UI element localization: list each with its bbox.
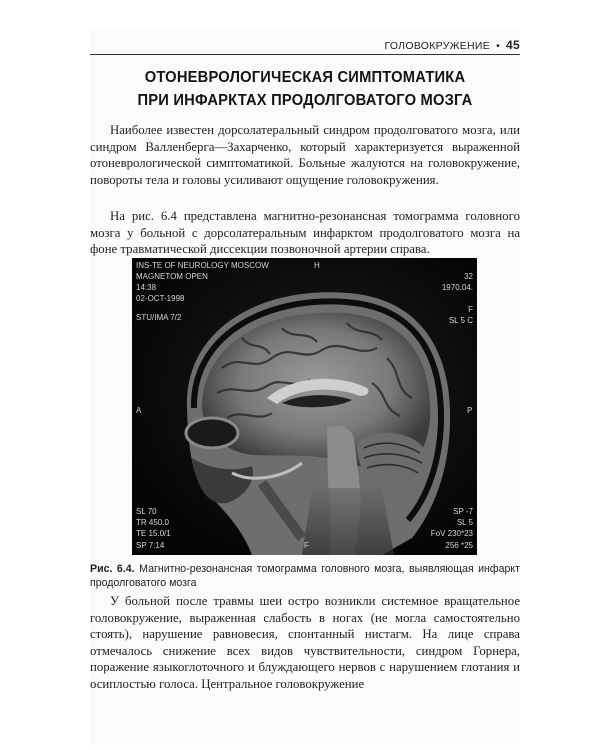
overlay-bl-1: SL 70: [136, 507, 157, 516]
paragraph-3: У больной после травмы шеи остро возникли системное вращательное головокружение, выраженная слабость в ногах (не могла самостоятельно стоять), нарушение равновесия, спонтанный нистагм. На лице справа отмечалось снижение всех видов чувствительности, синдром Горнера, поражение языкоглоточного и блуждающего нервов с нарушением глотания и осиплостью голоса. Центральное головокружение: [90, 594, 520, 691]
overlay-tr-1: 32: [464, 272, 473, 281]
overlay-bl-2: TR 450.0: [136, 518, 169, 527]
page-number: 45: [506, 38, 520, 52]
header-bullet: •: [496, 40, 501, 52]
overlay-tr-5: SL 5 C: [448, 316, 473, 325]
figure-caption-text: Магнитно-резонансная томограмма головного мозга, выявляющая инфаркт продолговатого мозга: [90, 563, 520, 589]
overlay-tl-4: 02-OCT-1998: [136, 294, 185, 303]
book-page: [90, 30, 520, 745]
overlay-bl-3: TE 15.0/1: [136, 529, 171, 538]
mri-image: [132, 258, 477, 555]
header-rule: [90, 54, 520, 55]
overlay-br-3: FoV 230*23: [430, 529, 473, 538]
figure-label: Рис. 6.4.: [90, 563, 135, 575]
overlay-tr-4: F: [468, 305, 473, 314]
overlay-br-2: SL 5: [456, 518, 473, 527]
overlay-tl-3: 14:38: [136, 283, 157, 292]
overlay-bottom-center: F: [304, 541, 309, 550]
overlay-tl-5: STU/IMA 7/2: [136, 313, 182, 322]
mri-scan-graphic: [132, 258, 477, 555]
overlay-tl-2: MAGNETOM OPEN: [136, 272, 208, 281]
section-title-line-1: ОТОНЕВРОЛОГИЧЕСКАЯ СИМПТОМАТИКА: [144, 69, 466, 86]
overlay-left-mid: A: [136, 406, 142, 415]
section-title-line-2: ПРИ ИНФАРКТАХ ПРОДОЛГОВАТОГО МОЗГА: [137, 92, 473, 109]
overlay-br-1: SP -7: [453, 507, 473, 516]
section-title: [101, 66, 510, 112]
overlay-bl-4: SP 7:14: [136, 541, 165, 550]
paragraph-1: Наиболее известен дорсолатеральный синдром продолговатого мозга, или синдром Валленберга—Захарченко, который характеризуется выраженной отоневрологической симптоматикой. Больные жалуются на головокружение, повороты тела и головы усиливают ощущение головокружения.: [90, 123, 520, 187]
overlay-br-4: 256 *25: [445, 541, 473, 550]
overlay-tl-1: INS-TE OF NEUROLOGY MOSCOW: [136, 261, 269, 270]
running-title: ГОЛОВОКРУЖЕНИЕ: [384, 40, 491, 52]
running-header: [90, 38, 520, 52]
overlay-top-center: H: [314, 261, 320, 270]
overlay-tr-2: 1970.04.: [441, 283, 473, 292]
overlay-right-mid: P: [467, 406, 473, 415]
paragraph-2: На рис. 6.4 представлена магнитно-резонансная томограмма головного мозга у больной с дорсолатеральным инфарктом продолговатого мозга на фоне травматической диссекции позвоночной артерии справа.: [90, 209, 520, 257]
figure-caption: [90, 562, 520, 590]
